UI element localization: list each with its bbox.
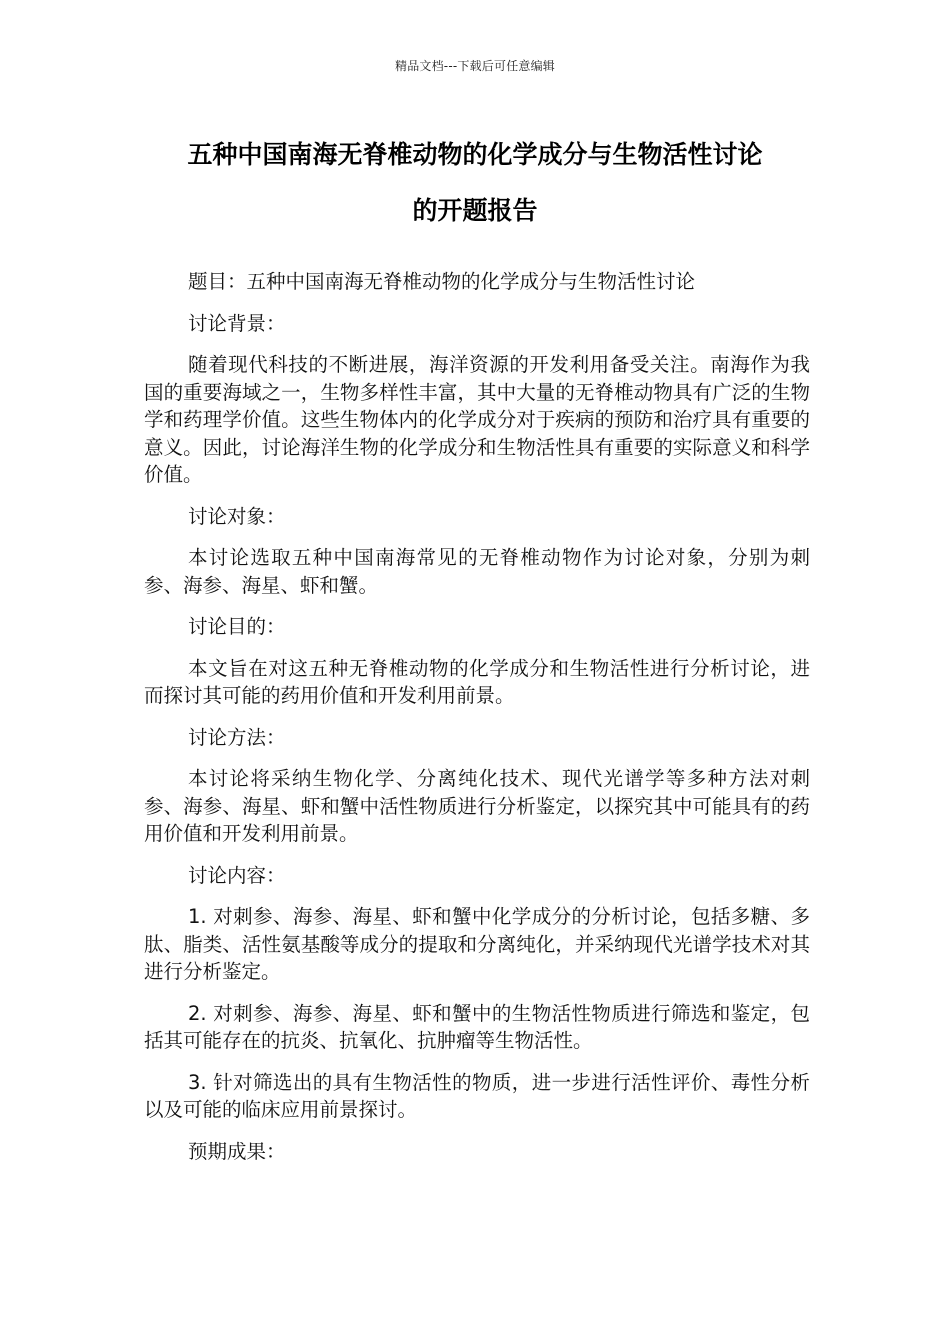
document-title-line-2: 的开题报告 — [412, 196, 538, 225]
paragraph-subjects: 本讨论选取五种中国南海常见的无脊椎动物作为讨论对象，分别为刺参、海参、海星、虾和蟹。 — [144, 546, 810, 597]
heading-expected-results: 预期成果： — [188, 1139, 286, 1163]
document-title-line-1: 五种中国南海无脊椎动物的化学成分与生物活性讨论 — [187, 140, 763, 169]
heading-content: 讨论内容： — [188, 863, 286, 887]
page-header: 精品文档---下载后可任意编辑 — [395, 59, 555, 73]
document-body — [144, 268, 810, 1179]
content-item-2: 2. 对刺参、海参、海星、虾和蟹中的生物活性物质进行筛选和鉴定，包括其可能存在的抗炎、抗氧化、抗肿瘤等生物活性。 — [144, 1001, 810, 1052]
heading-subjects: 讨论对象： — [188, 504, 286, 528]
paragraph-topic: 题目：五种中国南海无脊椎动物的化学成分与生物活性讨论 — [188, 270, 696, 293]
heading-purpose: 讨论目的： — [188, 615, 286, 638]
paragraph-methods: 本讨论将采纳生物化学、分离纯化技术、现代光谱学等多种方法对刺参、海参、海星、虾和蟹中活性物质进行分析鉴定，以探究其中可能具有的药用价值和开发利用前景。 — [144, 767, 810, 845]
heading-methods: 讨论方法： — [188, 725, 286, 749]
paragraph-purpose: 本文旨在对这五种无脊椎动物的化学成分和生物活性进行分析讨论，进而探讨其可能的药用价值和开发利用前景。 — [144, 656, 810, 707]
heading-background: 讨论背景： — [188, 311, 286, 335]
content-item-1: 1. 对刺参、海参、海星、虾和蟹中化学成分的分析讨论，包括多糖、多肽、脂类、活性氨基酸等成分的提取和分离纯化，并采纳现代光谱学技术对其进行分析鉴定。 — [144, 905, 810, 983]
content-item-3: 3. 针对筛选出的具有生物活性的物质，进一步进行活性评价、毒性分析以及可能的临床应用前景探讨。 — [144, 1070, 810, 1121]
paragraph-background: 随着现代科技的不断进展，海洋资源的开发利用备受关注。南海作为我国的重要海域之一，生物多样性丰富，其中大量的无脊椎动物具有广泛的生物学和药理学价值。这些生物体内的化学成分对于疾病的预防和治疗具有重要的意义。因此，讨论海洋生物的化学成分和生物活性具有重要的实际意义和科学价值。 — [144, 353, 810, 486]
